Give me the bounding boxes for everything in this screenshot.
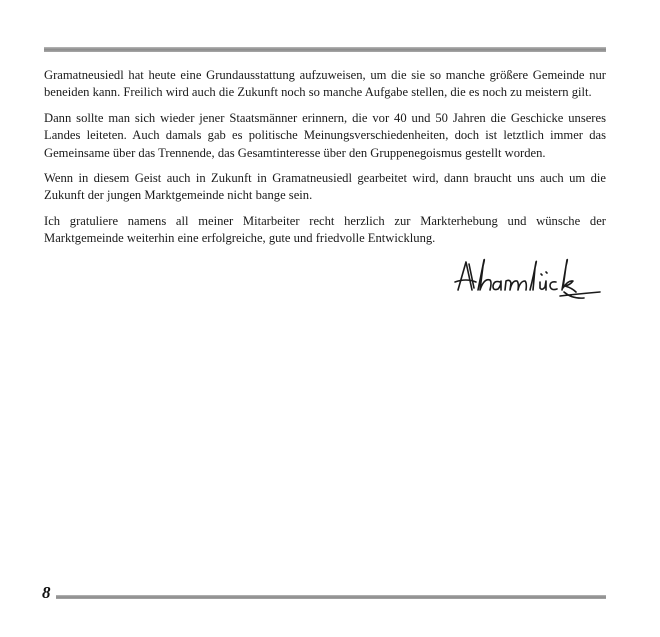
paragraph-1: Gramatneusiedl hat heute eine Grundausstattung aufzuweisen, um die sie so manche größere Gemeinde nur beneiden kann. Freilich wird auch die Zukunft noch so manche Aufgabe stellen, die es noch zu meistern gilt.	[44, 68, 606, 100]
paragraph-2: Dann sollte man sich wieder jener Staatsmänner erinnern, die vor 40 und 50 Jahren die Geschicke unseres Landes leiteten. Auch damals gab es politische Meinungsverschiedenheiten, doch ist letztlich immer das Gemeinsame über das Trennende, das Gesamtinteresse über den Gruppenegoismus gestellt worden.	[44, 110, 606, 160]
body-text	[44, 67, 606, 256]
paragraph-4: Ich gratuliere namens all meiner Mitarbeiter recht herzlich zur Markterhebung und wünsche der Marktgemeinde weiterhin eine erfolgreiche, gute und friedvolle Entwicklung.	[44, 213, 606, 246]
page-number: 8	[42, 583, 51, 602]
top-rule	[44, 47, 606, 52]
handwritten-signature	[452, 252, 612, 308]
bottom-rule	[56, 595, 606, 599]
paragraph-3: Wenn in diesem Geist auch in Zukunft in Gramatneusiedl gearbeitet wird, dann braucht uns auch um die Zukunft der jungen Marktgemeinde nicht bange sein.	[44, 171, 606, 203]
